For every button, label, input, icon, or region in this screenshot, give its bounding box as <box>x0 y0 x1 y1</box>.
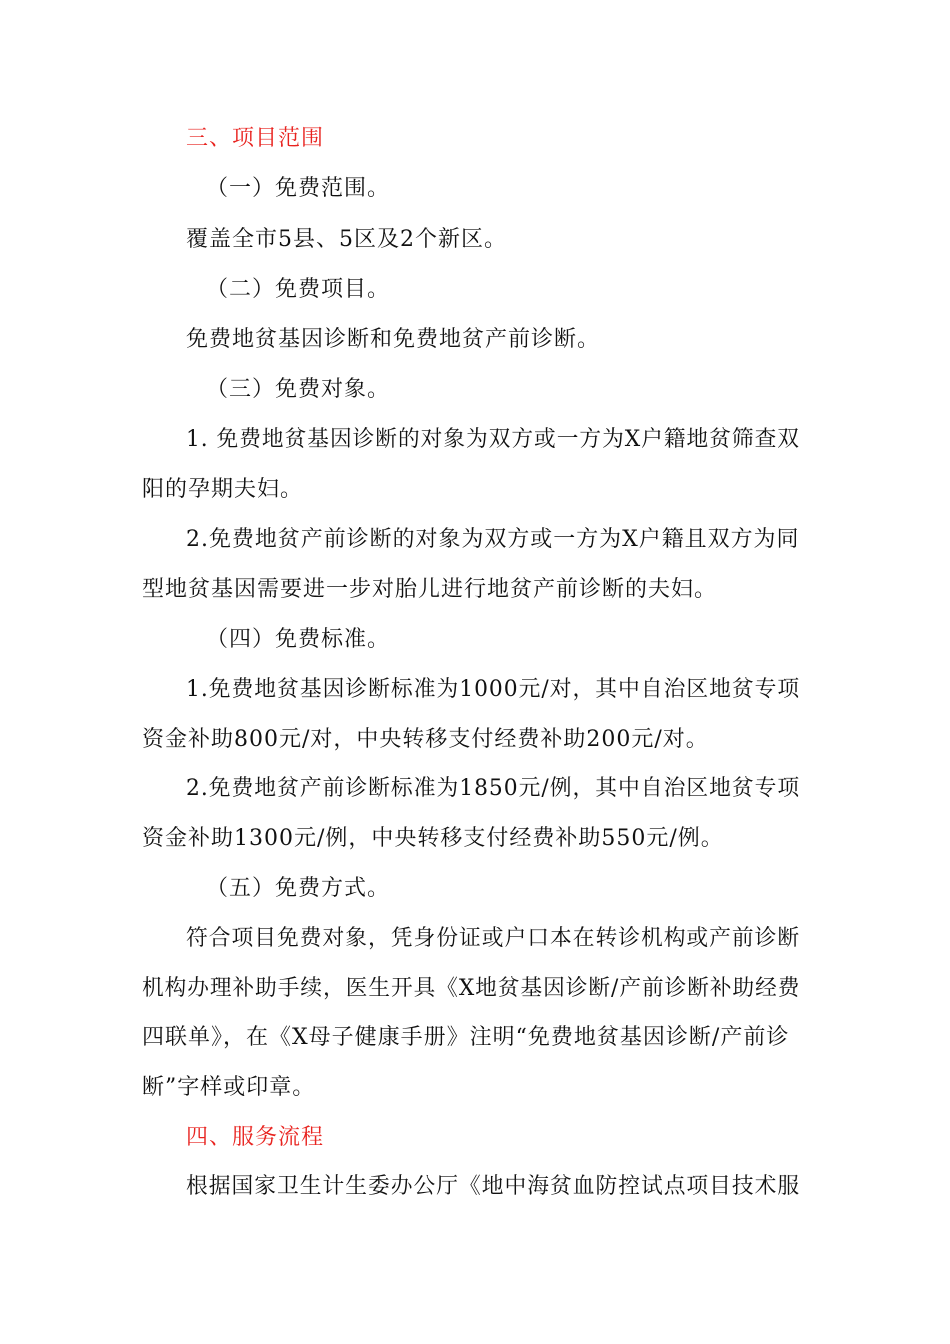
paragraph-line: 机构办理补助手续，医生开具《X地贫基因诊断/产前诊断补助经费 <box>142 976 801 1001</box>
paragraph-line: 2.免费地贫产前诊断标准为1850元/例，其中自治区地贫专项 <box>186 776 801 801</box>
section-4-heading: 四、服务流程 <box>186 1125 325 1150</box>
paragraph-line: 2.免费地贫产前诊断的对象为双方或一方为X户籍且双方为同 <box>186 527 800 552</box>
paragraph-line: 覆盖全市5县、5区及2个新区。 <box>186 227 507 252</box>
paragraph-line: 断”字样或印章。 <box>142 1075 316 1100</box>
paragraph-line: 根据国家卫生计生委办公厅《地中海贫血防控试点项目技术服 <box>186 1174 801 1199</box>
paragraph-line: 符合项目免费对象，凭身份证或户口本在转诊机构或产前诊断 <box>186 926 801 951</box>
subsection-3-heading: （三）免费对象。 <box>206 377 391 402</box>
paragraph-line: 型地贫基因需要进一步对胎儿进行地贫产前诊断的夫妇。 <box>142 577 718 602</box>
paragraph-line: 免费地贫基因诊断和免费地贫产前诊断。 <box>186 327 601 352</box>
paragraph-line: 资金补助800元/对，中央转移支付经费补助200元/对。 <box>142 727 709 752</box>
subsection-4-heading: （四）免费标准。 <box>206 627 391 652</box>
paragraph-line: 1. 免费地贫基因诊断的对象为双方或一方为X户籍地贫筛查双 <box>186 427 800 452</box>
paragraph-line: 1.免费地贫基因诊断标准为1000元/对，其中自治区地贫专项 <box>186 677 801 702</box>
paragraph-line: 四联单》，在《X母子健康手册》注明“免费地贫基因诊断/产前诊 <box>142 1025 790 1050</box>
section-3-heading: 三、项目范围 <box>186 126 325 151</box>
subsection-5-heading: （五）免费方式。 <box>206 876 391 901</box>
paragraph-line: 资金补助1300元/例，中央转移支付经费补助550元/例。 <box>142 826 724 851</box>
subsection-2-heading: （二）免费项目。 <box>206 277 391 302</box>
subsection-1-heading: （一）免费范围。 <box>206 176 391 201</box>
paragraph-line: 阳的孕期夫妇。 <box>142 477 304 502</box>
